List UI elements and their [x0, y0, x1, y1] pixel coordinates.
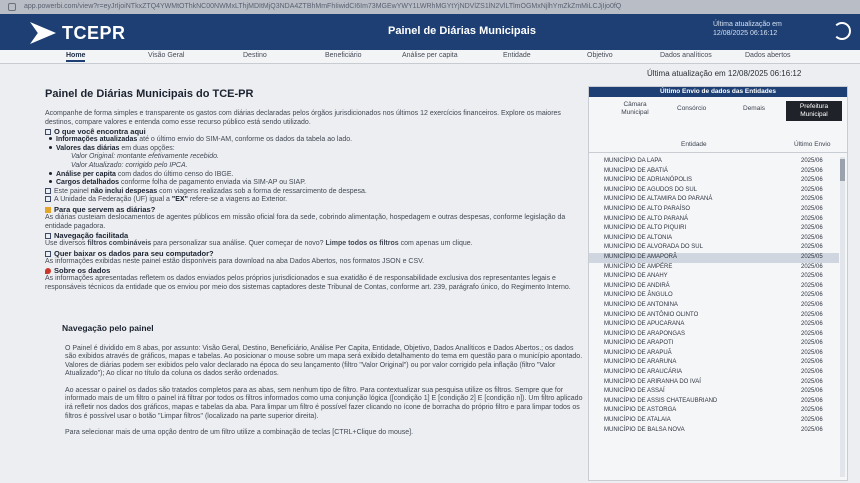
last-submission-date: 2025/06	[801, 330, 823, 337]
panel-nav-paragraph: Ao acessar o painel os dados são tratados completos para as abas, sem nenhum tipo de filtro. Para contextualizar sua pesquisa utilize os filtros. Sempre que for informado mais de um filtro o painel irá filtrar por todos os filtros informados como uma conjunção lógica ([condição 1] E [condição 2] E [condição n]). Um filtro aplicado irá refletir nos dados dos gráficos, mapas e tabelas da aba. Para limpar um filtro é possível fazer clicando no ícone de borracha do próprio filtro e para limpar todos os filtros é possível usar o botão "Limpar filtros" (localizado na parte superior direita).	[65, 386, 583, 420]
entity-name: MUNICÍPIO DE ASSIS CHATEAUBRIAND	[604, 397, 718, 404]
entity-name: MUNICÍPIO DE ALVORADA DO SUL	[604, 244, 703, 251]
entity-name: MUNICÍPIO DA LAPA	[604, 158, 662, 164]
table-row[interactable]	[589, 253, 839, 263]
table-row[interactable]	[589, 291, 839, 301]
entity-name: MUNICÍPIO DE ALTAMIRA DO PARANÁ	[604, 196, 713, 203]
last-submission-date: 2025/06	[801, 340, 823, 347]
nav-text: Use diversos filtros combináveis para personalizar sua análise. Quer começar de novo? Limpe todos os filtros com apenas um clique.	[45, 240, 473, 248]
entity-name: MUNICÍPIO DE ARAPUÃ	[604, 349, 672, 356]
panel-nav-heading: Navegação pelo painel	[62, 322, 154, 333]
entity-name: MUNICÍPIO DE ANTÔNIO OLINTO	[604, 311, 699, 318]
last-submission-date: 2025/06	[801, 282, 823, 289]
page-title: Painel de Diárias Municipais do TCE-PR	[45, 88, 254, 100]
last-submission-date: 2025/06	[801, 196, 823, 203]
last-submission-date: 2025/06	[801, 186, 823, 193]
tab-objetivo[interactable]: Objetivo	[587, 52, 613, 59]
entity-name: MUNICÍPIO DE ARAPONGAS	[604, 330, 686, 337]
header-title: Painel de Diárias Municipais	[388, 25, 536, 37]
entity-name: MUNICÍPIO DE ARAUCÁRIA	[604, 369, 683, 376]
entity-name: MUNICÍPIO DE ANDIRÁ	[604, 282, 670, 289]
table-row[interactable]	[589, 263, 839, 273]
header-update-label: Última atualização em	[713, 21, 782, 28]
back-icon[interactable]	[833, 22, 851, 40]
list-item: Cargos detalhados conforme folha de pagamento enviada via SIM-AP ou SIAP.	[45, 179, 585, 188]
table-row[interactable]	[589, 311, 839, 321]
table-row[interactable]	[589, 387, 839, 397]
pin-icon	[45, 268, 51, 274]
table-row[interactable]	[589, 397, 839, 407]
entity-table-body	[589, 157, 839, 435]
entity-name: MUNICÍPIO DE ASTORGA	[604, 407, 677, 414]
entity-name: MUNICÍPIO DE AMAPORÃ	[604, 253, 678, 260]
last-submission-panel	[588, 86, 848, 481]
last-submission-date: 2025/06	[801, 369, 823, 376]
about-text: As informações apresentadas refletem os dados enviados pelos próprios jurisdicionados e sua exatidão é de responsabilidade exclusiva dos representantes legais e responsáveis técnicos da entidade que os enviou por meio dos sistemas captadores deste Tribunal de Contas, conforme art. 239, parágrafo único, do Regimento Interno.	[45, 275, 571, 291]
table-row[interactable]	[589, 282, 839, 292]
tab-bar	[0, 50, 860, 64]
filter-demais[interactable]: Demais	[743, 105, 766, 112]
table-row[interactable]	[589, 243, 839, 253]
last-submission-date: 2025/06	[801, 215, 823, 222]
list-subitem: Valor Original: montante efetivamente recebido.	[71, 153, 219, 161]
tab-home[interactable]: Home	[66, 52, 85, 62]
table-row[interactable]	[589, 339, 839, 349]
tab-visao-geral[interactable]: Visão Geral	[148, 52, 185, 59]
entity-name: MUNICÍPIO DE ARIRANHA DO IVAÍ	[604, 378, 701, 385]
tab-dados-abertos[interactable]: Dados abertos	[745, 52, 791, 59]
entity-name: MUNICÍPIO DE ANTONINA	[604, 301, 678, 308]
intro-section	[45, 88, 585, 438]
download-icon	[45, 251, 51, 257]
column-entidade[interactable]: Entidade	[681, 141, 707, 148]
entity-name: MUNICÍPIO DE ALTO PARANÁ	[604, 215, 689, 222]
list-item: Valores das diárias em duas opções:	[45, 145, 585, 154]
entity-name: MUNICÍPIO DE ATALAIA	[604, 417, 671, 424]
search-icon	[45, 129, 51, 135]
last-submission-date: 2025/06	[801, 301, 823, 308]
table-row[interactable]	[589, 358, 839, 368]
entity-name: MUNICÍPIO DE BALSA NOVA	[604, 426, 685, 433]
table-row[interactable]	[589, 416, 839, 426]
warning-icon	[45, 188, 51, 194]
entity-type-filter	[589, 97, 847, 125]
lock-icon	[8, 3, 16, 11]
table-row[interactable]	[589, 224, 839, 234]
panel-title: Último Envio de dados das Entidades	[589, 87, 847, 97]
table-row[interactable]	[589, 330, 839, 340]
purpose-heading: Para que servem as diárias?	[45, 205, 585, 214]
table-row[interactable]	[589, 301, 839, 311]
last-submission-date: 2025/06	[801, 177, 823, 184]
last-submission-date: 2025/06	[801, 158, 823, 164]
header-update-value: 12/08/2025 06:16:12	[713, 30, 778, 37]
table-row[interactable]	[589, 426, 839, 436]
table-row[interactable]	[589, 195, 839, 205]
purpose-text: As diárias custeiam deslocamentos de agentes públicos em missão oficial fora da sede, cobrindo alimentação, hospedagem e outras despesas, conforme legislação da entidade pagadora.	[45, 213, 566, 230]
last-submission-date: 2025/06	[801, 167, 823, 174]
table-row[interactable]	[589, 378, 839, 388]
list-item: Análise per capita com dados do último censo do IBGE.	[45, 171, 585, 180]
page-content	[0, 64, 860, 483]
tab-entidade[interactable]: Entidade	[503, 52, 531, 59]
last-submission-date: 2025/06	[801, 273, 823, 280]
tab-destino[interactable]: Destino	[243, 52, 267, 59]
entity-name: MUNICÍPIO DE ANAHY	[604, 273, 668, 280]
last-submission-date: 2025/05	[801, 253, 823, 260]
question-icon	[45, 207, 51, 213]
checkbox-icon	[45, 233, 51, 239]
entity-name: MUNICÍPIO DE AGUDOS DO SUL	[604, 186, 698, 193]
intro-text: Acompanhe de forma simples e transparente os gastos com diárias declaradas pelos órgãos jurisdicionados nos últimos 12 exercícios financeiros. Explore os maiores destinos, compare valores e entenda como esse recurso público está sendo utilizado.	[45, 110, 561, 126]
list-item: Este painel não inclui despesas com viagens realizadas sob a forma de ressarcimento de despesa.	[45, 188, 585, 197]
table-row[interactable]	[589, 215, 839, 225]
panel-nav-paragraph: O Painel é dividido em 8 abas, por assunto: Visão Geral, Destino, Beneficiário, Análise Per Capita, Entidade, Objetivo, Dados Analíticos e Dados Abertos.; os dados são exibidos através de gráficos, mapas e tabelas. Ao posicionar o mouse sobre um mapa será exibido detalhamento do tema em questão para o município apontado. Valores de diárias podem ser exibidos pelo valor declarado na época do seu lançamento (filtro "Valor Original") ou por valor corrigido pela inflação (filtro "Valor Atualizado"); Ao clicar no título da coluna os dados serão ordenados.	[65, 344, 583, 378]
entity-name: MUNICÍPIO DE ALTO PIQUIRI	[604, 225, 687, 232]
last-submission-date: 2025/06	[801, 292, 823, 299]
table-row[interactable]	[589, 406, 839, 416]
entity-name: MUNICÍPIO DE ADRIANÓPOLIS	[604, 177, 693, 184]
column-ultimo-envio[interactable]: Último Envio	[794, 141, 831, 148]
table-row[interactable]	[589, 205, 839, 215]
tcepr-logo	[30, 22, 126, 44]
download-text: As informações exibidas neste painel estão disponíveis para download na aba Dados Abertos, nos formatos JSON e CSV.	[45, 257, 425, 265]
last-submission-date: 2025/06	[801, 388, 823, 395]
entity-name: MUNICÍPIO DE ABATIÁ	[604, 167, 668, 174]
entity-name: MUNICÍPIO DE ASSAÍ	[604, 388, 665, 395]
logo-text: TCEPR	[62, 22, 126, 43]
table-row[interactable]	[589, 234, 839, 244]
last-submission-date: 2025/06	[801, 225, 823, 232]
entity-name: MUNICÍPIO DE ALTONIA	[604, 234, 673, 241]
tab-beneficiario[interactable]: Beneficiário	[325, 52, 362, 59]
filter-prefeitura-municipal[interactable]: Prefeitura Municipal	[786, 101, 842, 121]
last-submission-date: 2025/06	[801, 263, 823, 270]
last-submission-date: 2025/06	[801, 349, 823, 356]
table-row[interactable]	[589, 272, 839, 282]
logo-icon	[30, 22, 56, 44]
browser-url-bar[interactable]	[0, 0, 860, 14]
last-submission-date: 2025/06	[801, 417, 823, 424]
last-submission-date: 2025/06	[801, 311, 823, 318]
filter-camara-municipal[interactable]: Câmara Municipal	[621, 101, 649, 116]
scrollbar-thumb[interactable]	[840, 159, 845, 181]
last-submission-date: 2025/06	[801, 378, 823, 385]
entity-name: MUNICÍPIO DE ARARUNA	[604, 359, 677, 366]
entity-name: MUNICÍPIO DE ALTO PARAÍSO	[604, 205, 691, 212]
last-submission-date: 2025/06	[801, 426, 823, 433]
table-row[interactable]	[589, 176, 839, 186]
what-heading	[45, 127, 585, 136]
app-header	[0, 14, 860, 50]
last-submission-date: 2025/06	[801, 234, 823, 241]
list-item: A Unidade da Federação (UF) igual a "EX" refere-se a viagens ao Exterior.	[45, 196, 585, 205]
filter-consorcio[interactable]: Consórcio	[677, 105, 707, 112]
panel-nav-paragraph: Para selecionar mais de uma opção dentro de um filtro utilize a combinação de teclas [CTRL+Clique do mouse].	[65, 429, 414, 437]
list-item: Informações atualizadas até o último envio do SIM-AM, conforme os dados da tabela ao lado.	[45, 136, 585, 145]
last-submission-date: 2025/06	[801, 359, 823, 366]
plus-icon	[45, 196, 51, 202]
download-heading: Quer baixar os dados para seu computador?	[45, 249, 585, 258]
header-update	[713, 20, 782, 38]
table-row[interactable]	[589, 167, 839, 177]
entity-name: MUNICÍPIO DE ÂNGULO	[604, 292, 673, 299]
table-row[interactable]	[589, 368, 839, 378]
last-submission-date: 2025/06	[801, 397, 823, 404]
last-update-text: Última atualização em 12/08/2025 06:16:12	[647, 69, 802, 78]
entity-name: MUNICÍPIO DE ARAPOTI	[604, 340, 674, 347]
what-heading-text: O que você encontra aqui	[54, 127, 146, 137]
table-scrollbar[interactable]	[840, 157, 845, 477]
last-submission-date: 2025/06	[801, 321, 823, 328]
about-heading: Sobre os dados	[45, 266, 585, 275]
url-text: app.powerbi.com/view?r=eyJrIjoiNTkxZTQ4YWMtOThkNC00NWMxLThjMDItMjQ3NDA4ZTBhMmFhIiwidCI6Im73MGEwYWY1LWRhMGYtYjNDVlZS1lN2VlLTlmOGMxNjlhYmZkZmMiLCJjIjo0fQ	[24, 3, 622, 10]
table-row[interactable]	[589, 186, 839, 196]
tab-dados-analiticos[interactable]: Dados analíticos	[660, 52, 712, 59]
nav-heading: Navegação facilitada	[45, 231, 585, 240]
table-row[interactable]	[589, 157, 839, 167]
tab-analise-per-capita[interactable]: Análise per capita	[402, 52, 458, 59]
table-row[interactable]	[589, 320, 839, 330]
table-header	[589, 135, 847, 153]
entity-name: MUNICÍPIO DE AMPÉRE	[604, 263, 673, 270]
table-row[interactable]	[589, 349, 839, 359]
entity-name: MUNICÍPIO DE APUCARANA	[604, 321, 685, 328]
list-subitem: Valor Atualizado: corrigido pelo IPCA.	[71, 161, 188, 169]
last-submission-date: 2025/06	[801, 205, 823, 212]
last-submission-date: 2025/06	[801, 244, 823, 251]
last-submission-date: 2025/06	[801, 407, 823, 414]
